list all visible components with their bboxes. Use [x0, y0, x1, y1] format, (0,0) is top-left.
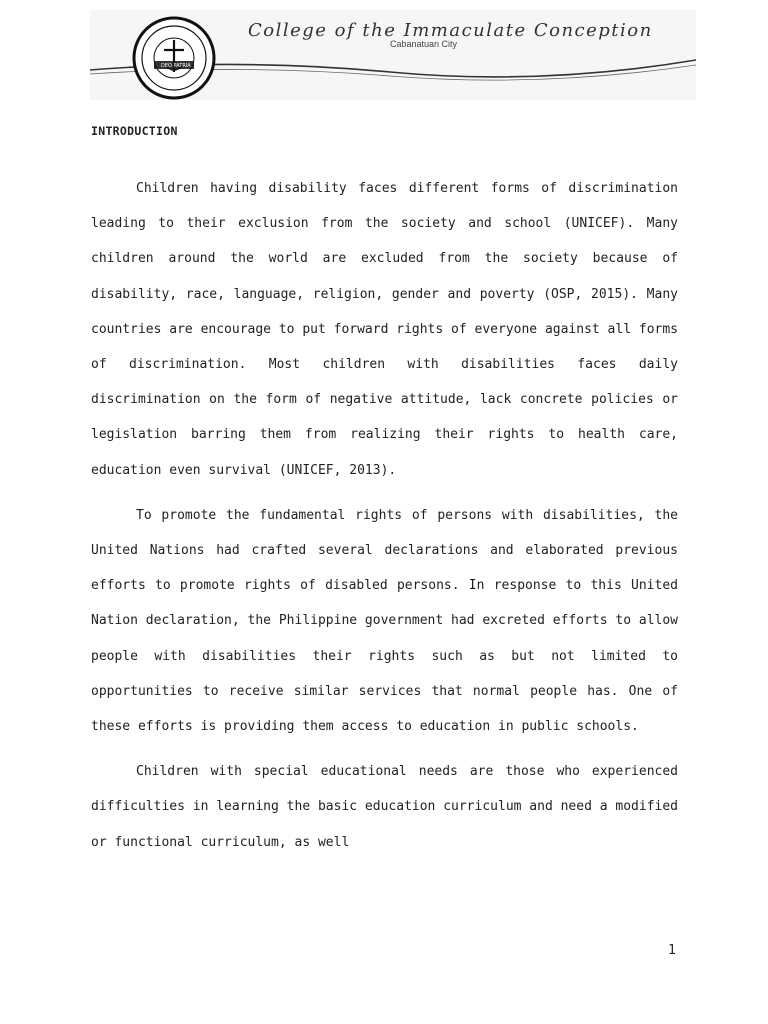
page-number: 1 — [668, 943, 676, 958]
document-header — [90, 10, 696, 100]
college-name: College of the Immaculate Conception — [248, 20, 653, 41]
document-body — [91, 171, 678, 870]
paragraph: Children with special educational needs are those who experienced difficulties in learning the basic education curriculum and need a modified or functional curriculum, as well — [91, 764, 678, 850]
section-heading: INTRODUCTION — [91, 124, 178, 138]
paragraph: Children having disability faces different forms of discrimination leading to their exclusion from the society and school (UNICEF). Many children around the world are excluded from the society because of disability, race, language, religion, gender and poverty (OSP, 2015). Many countries are encourage to put forward rights of everyone against all forms of discrimination. Most children with disabilities faces daily discrimination on the form of negative attitude, lack concrete policies or legislation barring them from realizing their rights to health care, education even survival (UNICEF, 2013). — [91, 181, 678, 478]
college-seal-icon — [132, 16, 216, 100]
college-city: Cabanatuan City — [390, 39, 458, 49]
svg-text:DEO PATRIA: DEO PATRIA — [161, 63, 191, 69]
paragraph: To promote the fundamental rights of persons with disabilities, the United Nations had crafted several declarations and elaborated previous efforts to promote rights of disabled persons. In response to this United Nation declaration, the Philippine government had excreted efforts to allow people with disabilities their rights such as but not limited to opportunities to receive similar services that normal people has. One of these efforts is providing them access to education in public schools. — [91, 507, 678, 735]
